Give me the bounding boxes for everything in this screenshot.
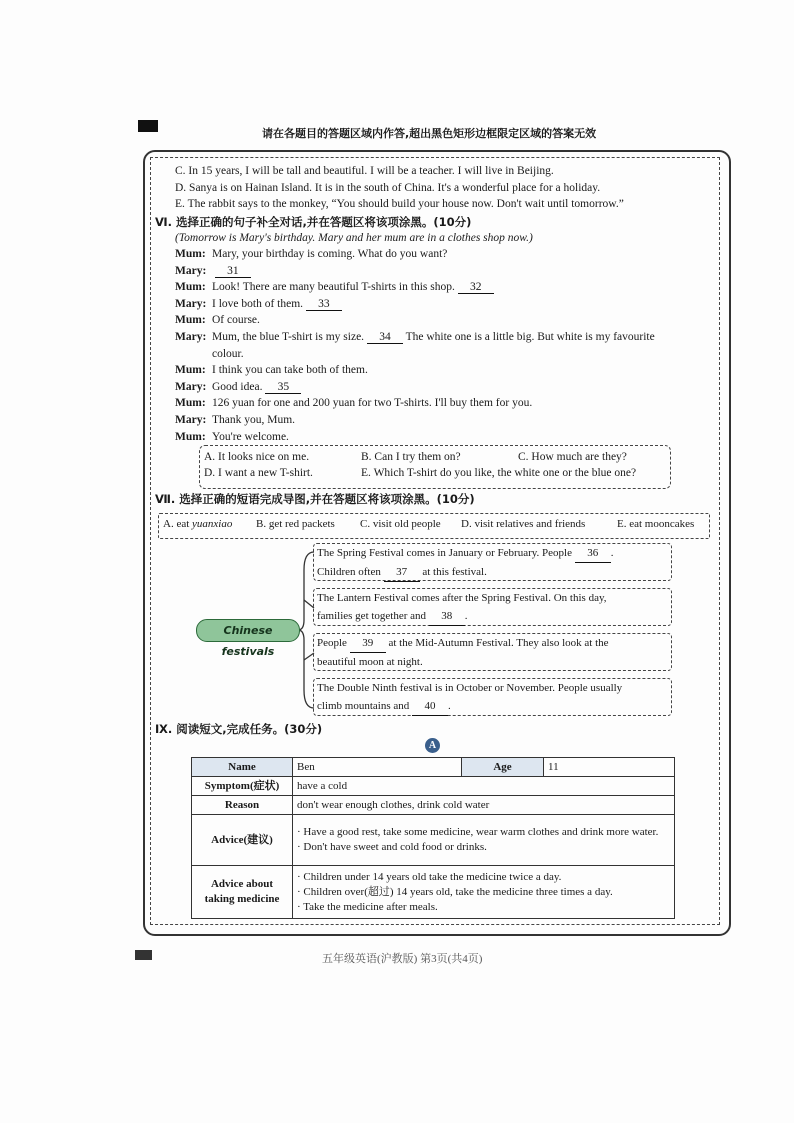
utterance: I love both of them. [212,297,304,310]
dialogue-line [175,381,301,394]
phrase-option-c: C. visit old people [360,518,441,530]
speaker: Mum: [175,430,206,443]
blank-37[interactable]: 37 [384,563,420,582]
section-7-title: Ⅶ. 选择正确的短语完成导图,并在答题区将该项涂黑。(10分) [155,492,475,506]
page-footer: 五年级英语(沪教版) 第3页(共4页) [322,953,483,965]
utterance: Mum, the blue T-shirt is my size. [212,331,365,343]
dialogue-option-b: B. Can I try them on? [361,451,461,463]
dialogue-option-a: A. It looks nice on me. [204,451,310,463]
reason-label: Reason [192,796,293,815]
symptom-value: have a cold [293,777,675,796]
utterance: You're welcome. [212,430,289,443]
dialogue-line [175,298,342,311]
phrase-option-e: E. eat mooncakes [617,518,695,530]
utterance: I think you can take both of them. [212,364,368,377]
advice-label: Advice(建议) [192,815,293,866]
corner-mark-bottom [135,950,152,960]
blank-36[interactable]: 36 [575,544,611,563]
dialogue-option-d: D. I want a new T-shirt. [204,467,313,479]
blank-39[interactable]: 39 [350,634,386,653]
blank-32[interactable]: 32 [458,281,494,294]
dialogue-line [175,397,532,409]
speaker: Mary: [175,414,207,426]
speaker: Mum: [175,248,206,260]
speaker: Mary: [175,264,207,277]
reason-value: don't wear enough clothes, drink cold water [293,796,675,815]
symptom-label: Symptom(症状) [192,777,293,796]
speaker: Mary: [175,297,207,310]
corner-mark-top [138,120,158,132]
blank-31[interactable]: 31 [215,265,251,278]
dialogue-line [175,414,295,426]
dialogue-line [175,431,289,443]
blank-40[interactable]: 40 [412,697,448,716]
utterance: Of course. [212,314,260,327]
advice-value: · Have a good rest, take some medicine, wear warm clothes and drink more water. · Don't have sweet and cold food or drinks. [293,815,675,866]
medicine-value: · Children under 14 years old take the medicine twice a day. · Children over(超过) 14 years old, take the medicine three times a day. · Take the medicine after meals. [293,866,675,919]
mindmap-box-mid-autumn: People 39 at the Mid-Autumn Festival. They also look at the beautiful moon at night. [313,633,672,671]
dialogue-line [175,248,447,260]
dialogue-line [175,364,368,376]
passage-a-badge: A [425,738,440,753]
dialogue-line [175,281,494,294]
option-e: E. The rabbit says to the monkey, “You should build your house now. Don't wait until tomorrow.” [175,198,624,210]
speaker: Mary: [175,331,207,343]
speaker: Mum: [175,364,206,377]
utterance: Look! There are many beautiful T-shirts in this shop. [212,281,455,294]
age-label: Age [462,758,544,777]
phrase-option-a: A. eat yuanxiao [163,518,233,530]
section-6-title: Ⅵ. 选择正确的句子补全对话,并在答题区将该项涂黑。(10分) [155,215,472,229]
blank-34[interactable]: 34 [367,331,403,344]
name-value: Ben [293,758,462,777]
utterance: Mary, your birthday is coming. What do you want? [212,248,448,260]
option-c: C. In 15 years, I will be tall and beautiful. I will be a teacher. I will live in Beijing. [175,165,554,177]
name-label: Name [192,758,293,777]
speaker: Mum: [175,397,206,410]
speaker: Mum: [175,281,206,294]
dialogue-option-e: E. Which T-shirt do you like, the white one or the blue one? [361,467,637,479]
mindmap-center-chinese-festivals: Chinese festivals [196,619,300,642]
info-table [191,757,675,919]
section-6-context: (Tomorrow is Mary's birthday. Mary and her mum are in a clothes shop now.) [175,232,533,244]
utterance: Thank you, Mum. [212,414,296,426]
utterance-cont: The white one is a little big. But white is my favourite [405,331,655,343]
utterance: Good idea. [212,380,263,393]
blank-38[interactable]: 38 [429,607,465,626]
phrase-option-b: B. get red packets [256,518,335,530]
utterance-wrap: colour. [212,347,244,360]
age-value: 11 [544,758,675,777]
speaker: Mum: [175,314,206,327]
blank-33[interactable]: 33 [306,298,342,311]
dialogue-option-c: C. How much are they? [518,451,627,463]
dialogue-line [175,265,251,278]
blank-35[interactable]: 35 [265,381,301,394]
section-9-title: Ⅸ. 阅读短文,完成任务。(30分) [155,722,323,736]
mindmap-box-spring: The Spring Festival comes in January or February. People 36 . Children often 37 at this festival. [313,543,672,581]
mindmap-box-lantern: The Lantern Festival comes after the Spring Festival. On this day, families get together and 38 . [313,588,672,626]
medicine-label: Advice about taking medicine [192,866,293,919]
option-d: D. Sanya is on Hainan Island. It is in the south of China. It's a wonderful place for a holiday. [175,182,601,194]
speaker: Mary: [175,380,207,393]
dialogue-line [175,331,655,344]
utterance: 126 yuan for one and 200 yuan for two T-shirts. I'll buy them for you. [212,397,533,410]
dialogue-line [175,314,260,326]
page-header: 请在各题目的答题区域内作答,超出黑色矩形边框限定区域的答案无效 [262,127,597,140]
mindmap-box-double-ninth: The Double Ninth festival is in October or November. People usually climb mountains and 40 . [313,678,672,716]
phrase-option-d: D. visit relatives and friends [461,518,586,530]
